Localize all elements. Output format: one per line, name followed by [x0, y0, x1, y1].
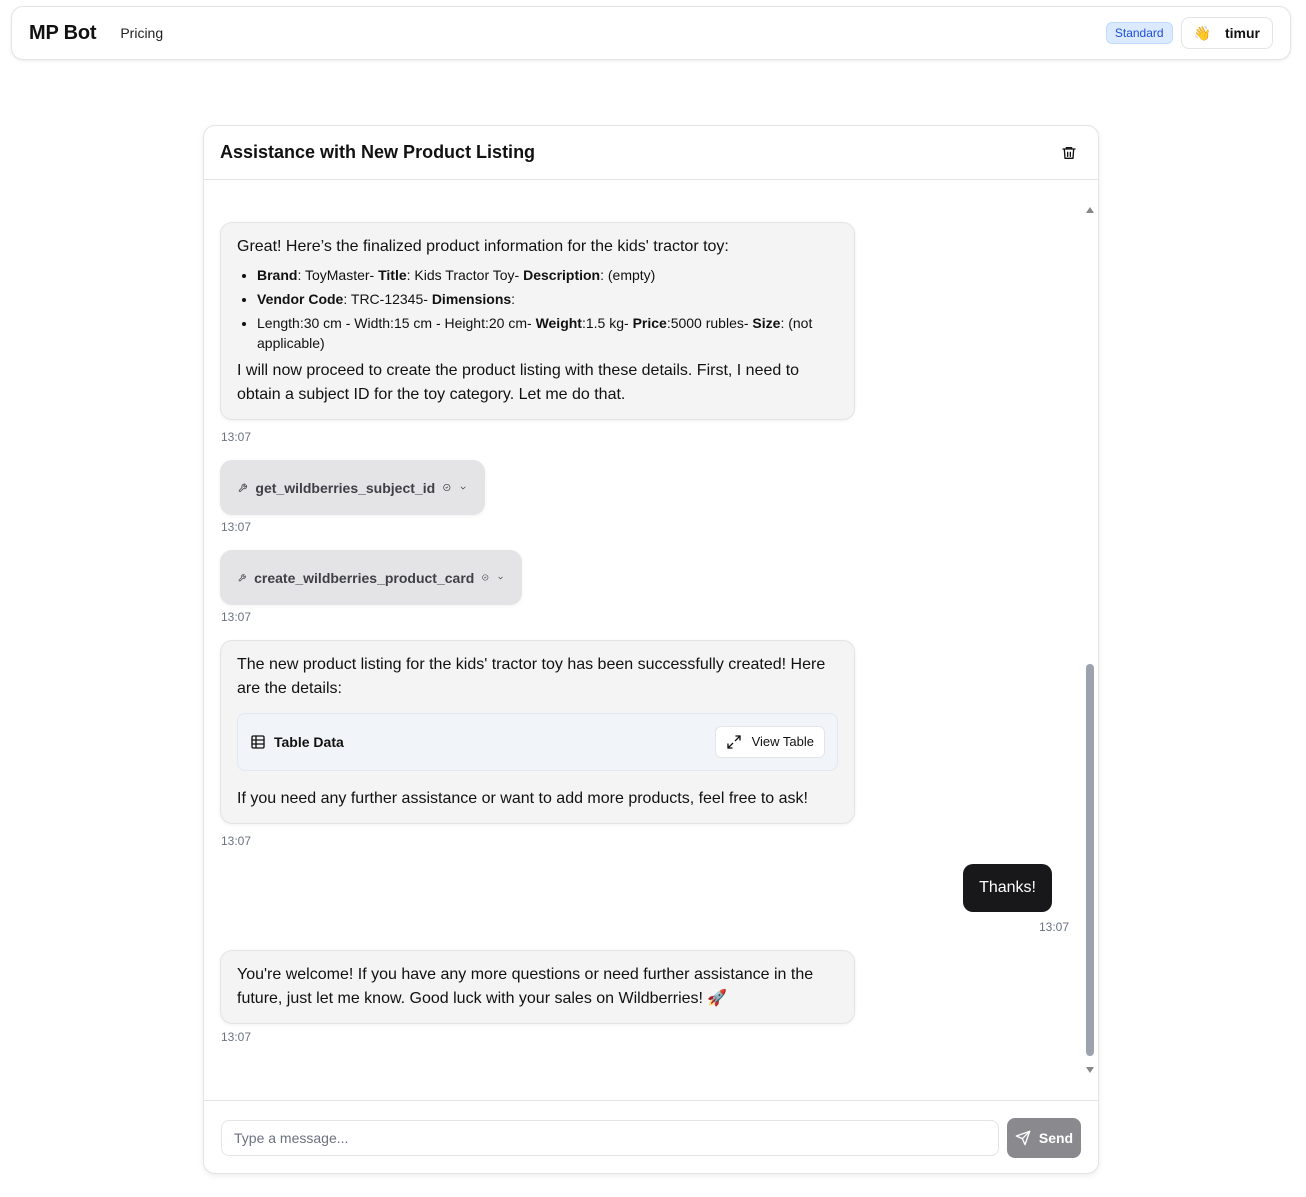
chat-title: Assistance with New Product Listing [220, 142, 536, 162]
chevron-down-icon [497, 571, 504, 585]
send-button[interactable] [1007, 1118, 1081, 1158]
view-table-label: View Table [751, 734, 814, 749]
assistant-message [220, 640, 855, 824]
message-text: If you need any further assistance or want to add more products, feel free to ask! [237, 790, 808, 807]
product-details-list [237, 265, 838, 353]
chevron-down-icon [459, 481, 467, 495]
nav-pricing-link[interactable]: Pricing [120, 25, 164, 41]
list-item: • Brand: ToyMaster- Title: Kids Tractor Toy- Description: (empty) [257, 265, 838, 285]
wave-emoji-icon: 👋 [1193, 24, 1211, 41]
check-circle-icon [482, 571, 489, 584]
table-icon [250, 734, 266, 750]
message-list [204, 181, 1084, 1101]
assistant-message [220, 950, 855, 1024]
expand-icon [726, 734, 742, 750]
message-text: You're welcome! If you have any more questions or need further assistance in the future, just let me know. Good luck with your sales on Wildberries! 🚀 [237, 966, 814, 1007]
message-timestamp: 13:07 [221, 610, 252, 624]
plan-badge: Standard [1106, 22, 1173, 44]
message-timestamp: 13:07 [221, 1030, 252, 1044]
scrollbar[interactable] [1085, 207, 1095, 1073]
message-timestamp: 13:07 [221, 520, 252, 534]
top-navbar [11, 6, 1291, 60]
scroll-up-arrow-icon[interactable] [1086, 207, 1094, 213]
tool-name: get_wildberries_subject_id [255, 479, 436, 496]
tool-name: create_wildberries_product_card [254, 569, 475, 586]
message-text: I will now proceed to create the product listing with these details. First, I need to obtain a subject ID for the toy category. Let me do that. [237, 362, 800, 403]
check-circle-icon [443, 481, 451, 494]
message-input[interactable] [221, 1120, 999, 1156]
chat-panel [203, 125, 1099, 1174]
topbar-right [1106, 17, 1273, 49]
message-composer [204, 1100, 1099, 1174]
scrollbar-thumb[interactable] [1086, 664, 1094, 1056]
send-label: Send [1038, 1130, 1074, 1146]
trash-icon [1061, 145, 1077, 161]
message-text: Great! Here’s the finalized product information for the kids' tractor toy: [237, 238, 729, 255]
tool-call-toggle[interactable] [220, 460, 485, 515]
chat-header [204, 126, 1098, 180]
user-menu-button[interactable] [1181, 17, 1273, 49]
delete-chat-button[interactable] [1056, 140, 1082, 166]
user-message: Thanks! [963, 864, 1052, 912]
table-data-card [237, 713, 838, 771]
wrench-icon [238, 570, 246, 586]
message-text: The new product listing for the kids' tractor toy has been successfully created! Here are the details: [237, 656, 826, 697]
message-timestamp: 13:07 [1039, 920, 1070, 934]
view-table-button[interactable] [715, 726, 825, 758]
message-timestamp: 13:07 [221, 430, 252, 444]
wrench-icon [238, 480, 247, 496]
list-item: • Length:30 cm - Width:15 cm - Height:20 cm- Weight:1.5 kg- Price:5000 rubles- Size: (not applicable) [257, 313, 838, 353]
table-label: Table Data [274, 734, 344, 750]
message-timestamp: 13:07 [221, 834, 252, 848]
brand-logo[interactable]: MP Bot [29, 21, 97, 44]
user-name: timur [1225, 25, 1260, 41]
tool-call-toggle[interactable] [220, 550, 522, 605]
scroll-down-arrow-icon[interactable] [1086, 1067, 1094, 1073]
send-icon [1015, 1130, 1031, 1146]
assistant-message [220, 222, 855, 420]
list-item: • Vendor Code: TRC-12345- Dimensions: [257, 289, 838, 309]
